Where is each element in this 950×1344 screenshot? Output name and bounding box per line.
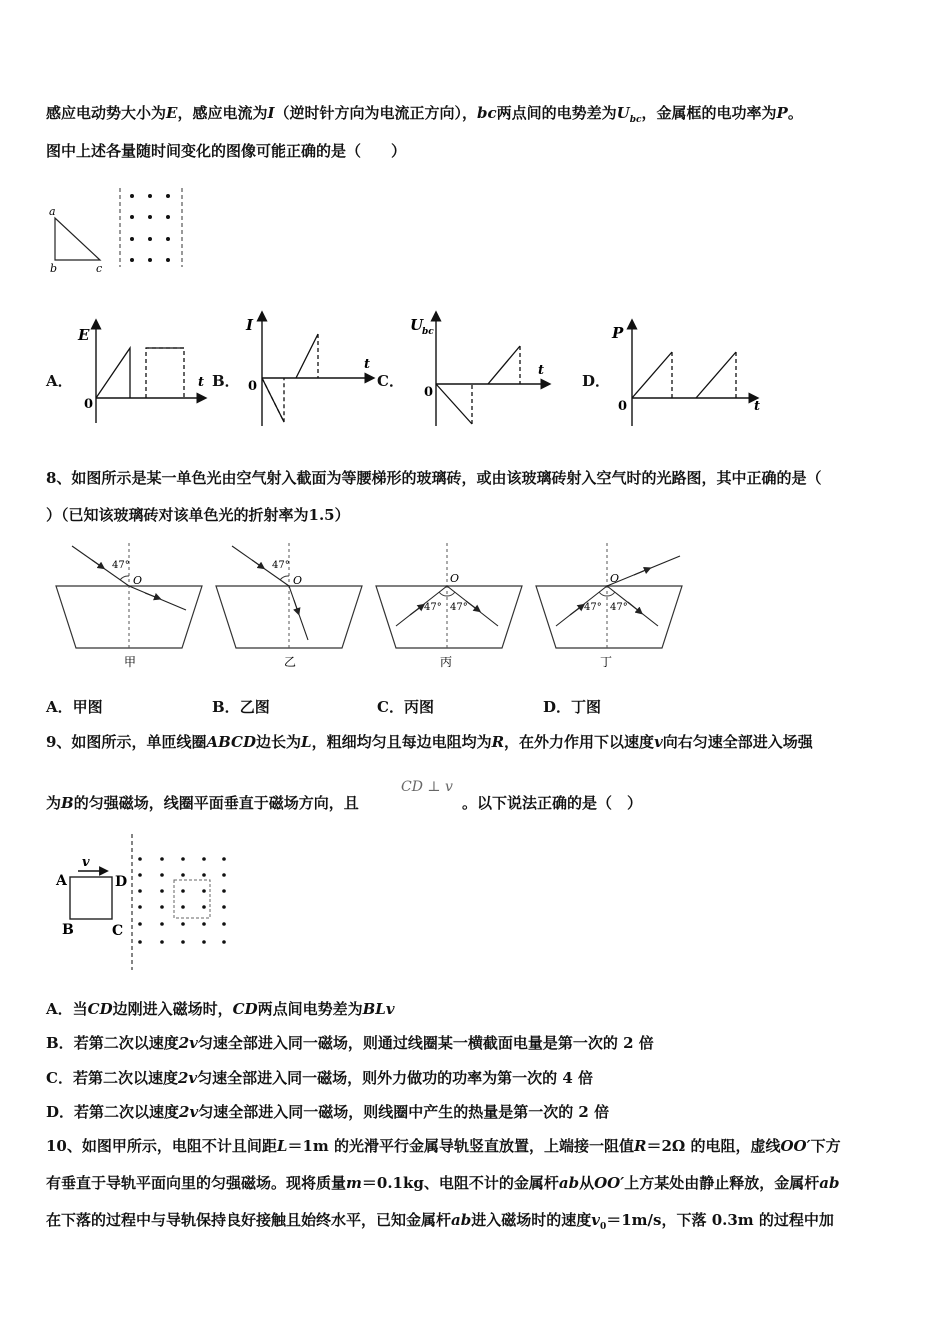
q7-option-d-letter[interactable]: D． — [582, 372, 611, 390]
text: ，在外力作用下以速度 — [504, 733, 655, 751]
option-letter: D． — [46, 1103, 75, 1121]
option-letter: B． — [46, 1034, 74, 1052]
q7-option-a-graph[interactable] — [72, 318, 212, 428]
q7-option-a-letter[interactable]: A． — [46, 372, 73, 390]
label-D: D — [115, 874, 128, 890]
intro-line-1 — [46, 102, 803, 125]
text: ，粗细均匀且每边电阻均为 — [311, 733, 492, 751]
q8-option-a[interactable] — [46, 696, 103, 717]
field-dots — [138, 857, 226, 944]
y-axis-label-sub: bc — [422, 327, 434, 337]
curve-positive — [488, 346, 520, 384]
svg-text:47°: 47° — [424, 602, 442, 613]
symbol-E: E — [166, 104, 178, 122]
curve-ramp-2 — [696, 352, 736, 398]
origin-label: 0 — [248, 379, 258, 394]
svg-text:47°: 47° — [584, 602, 602, 613]
x-axis-label: t — [754, 399, 761, 414]
option-letter: B． — [212, 698, 240, 716]
svg-text:O: O — [133, 574, 143, 587]
svg-text:O: O — [450, 572, 460, 585]
curve-ramp-1 — [632, 352, 672, 398]
option-letter: C． — [377, 698, 404, 716]
svg-text:47°: 47° — [450, 602, 468, 613]
text: 边长为 — [256, 733, 302, 751]
q8-line-2: ）（已知该玻璃砖对该单色光的折射率为1.5） — [46, 506, 350, 524]
text: 若第二次以速度 — [74, 1103, 180, 1121]
text: 若第二次以速度 — [73, 1034, 179, 1052]
label-B: B — [62, 922, 74, 938]
svg-text:丁: 丁 — [600, 655, 613, 669]
text: 9、如图所示，单匝线圈 — [46, 733, 207, 751]
symbol-OO: OO′ — [780, 1137, 811, 1155]
q10-line-3 — [46, 1209, 834, 1232]
symbol-P: P — [776, 104, 788, 122]
figure-ding — [536, 543, 682, 669]
symbol: 2v — [179, 1103, 199, 1121]
svg-text:丙: 丙 — [440, 655, 453, 669]
symbol-ab: ab — [451, 1211, 472, 1229]
figure-jia — [56, 543, 202, 669]
symbol-I: I — [267, 104, 275, 122]
option-text: 甲图 — [72, 698, 103, 716]
symbol-R: R — [491, 733, 505, 751]
q7-triangle-field-figure — [40, 185, 200, 280]
q7-option-b-letter[interactable]: B． — [212, 372, 240, 390]
origin-label: 0 — [84, 397, 94, 412]
symbol-ABCD: ABCD — [206, 733, 256, 751]
text: ＝1m 的光滑平行金属导轨竖直放置，上端接一阻值 — [287, 1137, 634, 1155]
curve-ramp — [96, 348, 130, 398]
symbol-OO: OO′ — [594, 1174, 625, 1192]
text: 为 — [46, 794, 62, 812]
label-C: C — [112, 923, 124, 939]
q9-line-2-tail: 。以下说法正确的是（ ） — [462, 794, 643, 812]
q9-option-a[interactable] — [46, 998, 395, 1019]
symbol-v: v — [654, 733, 663, 751]
option-letter: D． — [543, 698, 572, 716]
text: ＝0.1kg、电阻不计的金属杆 — [361, 1174, 559, 1192]
origin-label: 0 — [424, 385, 434, 400]
option-text: 乙图 — [239, 698, 270, 716]
text: 的匀强磁场，线圈平面垂直于磁场方向，且 — [73, 794, 359, 812]
q9-line-1 — [46, 731, 813, 752]
field-dots — [130, 194, 170, 262]
curve-negative — [436, 384, 472, 424]
q8-option-b[interactable] — [212, 696, 270, 717]
q9-option-b[interactable] — [46, 1032, 654, 1053]
symbol-ab: ab — [819, 1174, 840, 1192]
text: 匀速全部进入同一磁场，则外力做功的功率为第一次的 4 倍 — [197, 1069, 594, 1087]
x-axis-label: t — [198, 375, 205, 390]
text: 匀速全部进入同一磁场，则线圈中产生的热量是第一次的 2 倍 — [198, 1103, 610, 1121]
text: ＝2Ω 的电阻，虚线 — [646, 1137, 781, 1155]
text: 进入磁场时的速度 — [471, 1211, 592, 1229]
svg-text:47°: 47° — [112, 560, 130, 571]
symbol: 2v — [177, 1069, 198, 1087]
svg-text:甲: 甲 — [124, 655, 137, 669]
symbol-bc: bc — [477, 104, 497, 122]
text: 在下落的过程中与导轨保持良好接触且始终水平，已知金属杆 — [46, 1211, 452, 1229]
symbol-v0: v — [591, 1211, 600, 1229]
q7-option-c-graph[interactable] — [404, 310, 554, 428]
q7-option-b-graph[interactable] — [240, 310, 380, 428]
q8-option-d[interactable] — [543, 696, 601, 717]
y-axis-label: P — [612, 324, 624, 342]
svg-text:乙: 乙 — [284, 655, 297, 669]
symbol-L: L — [301, 733, 312, 751]
q9-option-d[interactable] — [46, 1101, 609, 1122]
option-letter: A． — [46, 1000, 73, 1018]
y-axis-label: E — [78, 326, 90, 344]
symbol-L: L — [276, 1137, 288, 1155]
triangle-frame — [55, 218, 100, 260]
symbol: 2v — [178, 1034, 198, 1052]
text: 当 — [72, 1000, 88, 1018]
option-text: 丙图 — [403, 698, 434, 716]
y-axis-label: U — [410, 316, 424, 334]
symbol-U: U — [616, 104, 630, 122]
q9-line-2 — [46, 792, 359, 813]
q9-math-cd-perp-v: CD ⊥ v — [401, 779, 453, 795]
q9-option-c[interactable] — [46, 1067, 593, 1088]
q9-coil-field-figure — [52, 832, 242, 974]
symbol: BLv — [362, 1000, 395, 1018]
svg-text:47°: 47° — [610, 602, 628, 613]
text: 向右匀速全部进入场强 — [662, 733, 813, 751]
text: 10、如图甲所示，电阻不计且间距 — [46, 1137, 277, 1155]
svg-text:O: O — [293, 574, 303, 587]
q8-line-1: 8、如图所示是某一单色光由空气射入截面为等腰梯形的玻璃砖，或由该玻璃砖射入空气时的光路图，其中正确的是（ — [46, 469, 822, 487]
option-letter: C． — [46, 1069, 73, 1087]
label-A: A — [56, 873, 67, 889]
text: ，感应电流为 — [177, 104, 268, 122]
svg-text:O: O — [610, 572, 620, 585]
text: 感应电动势大小为 — [46, 104, 167, 122]
label-v: v — [82, 855, 90, 870]
svg-text:47°: 47° — [272, 560, 290, 571]
intro-line-2: 图中上述各量随时间变化的图像可能正确的是（ ） — [46, 142, 407, 160]
label-b: b — [50, 262, 58, 275]
symbol-B: B — [61, 794, 74, 812]
text: 两点间的电势差为 — [496, 104, 617, 122]
symbol-m: m — [346, 1174, 362, 1192]
curve-negative — [262, 378, 284, 422]
q7-option-c-letter[interactable]: C． — [377, 372, 404, 390]
q7-option-d-graph[interactable] — [608, 318, 768, 428]
label-a: a — [49, 205, 56, 218]
text: 上方某处由静止释放，金属杆 — [624, 1174, 820, 1192]
q8-figures — [50, 538, 750, 673]
text: 。 — [787, 104, 803, 122]
text: 下方 — [810, 1137, 841, 1155]
symbol-U-sub: bc — [629, 115, 642, 125]
figure-yi — [216, 543, 362, 669]
symbol-ab: ab — [558, 1174, 580, 1192]
coil-abcd — [70, 877, 112, 919]
symbol-R: R — [633, 1137, 647, 1155]
text: 边刚进入磁场时， — [112, 1000, 233, 1018]
coil-inside-dashed — [174, 880, 210, 918]
symbol: CD — [87, 1000, 113, 1018]
y-axis-label: I — [246, 316, 254, 334]
figure-bing — [376, 543, 522, 669]
text: （逆时针方向为电流正方向）， — [274, 104, 478, 122]
text: 两点间电势差为 — [257, 1000, 363, 1018]
curve-rect-dashed — [146, 348, 184, 398]
text: 若第二次以速度 — [72, 1069, 178, 1087]
curve-positive — [296, 334, 318, 378]
q10-line-1 — [46, 1135, 841, 1156]
x-axis-label: t — [538, 363, 545, 378]
option-text: 丁图 — [571, 698, 602, 716]
q10-line-2 — [46, 1172, 839, 1193]
label-c: c — [96, 262, 103, 275]
text: ＝1m/s，下落 0.3m 的过程中加 — [606, 1211, 834, 1229]
x-axis-label: t — [364, 357, 371, 372]
symbol-v0-sub: 0 — [599, 1222, 607, 1232]
q8-option-c[interactable] — [377, 696, 434, 717]
symbol: CD — [232, 1000, 258, 1018]
text: ，金属框的电功率为 — [641, 104, 777, 122]
text: 有垂直于导轨平面向里的匀强磁场。现将质量 — [46, 1174, 347, 1192]
origin-label: 0 — [618, 399, 628, 414]
text: 匀速全部进入同一磁场，则通过线圈某一横截面电量是第一次的 2 倍 — [197, 1034, 654, 1052]
option-letter: A． — [46, 698, 73, 716]
text: 从 — [579, 1174, 595, 1192]
